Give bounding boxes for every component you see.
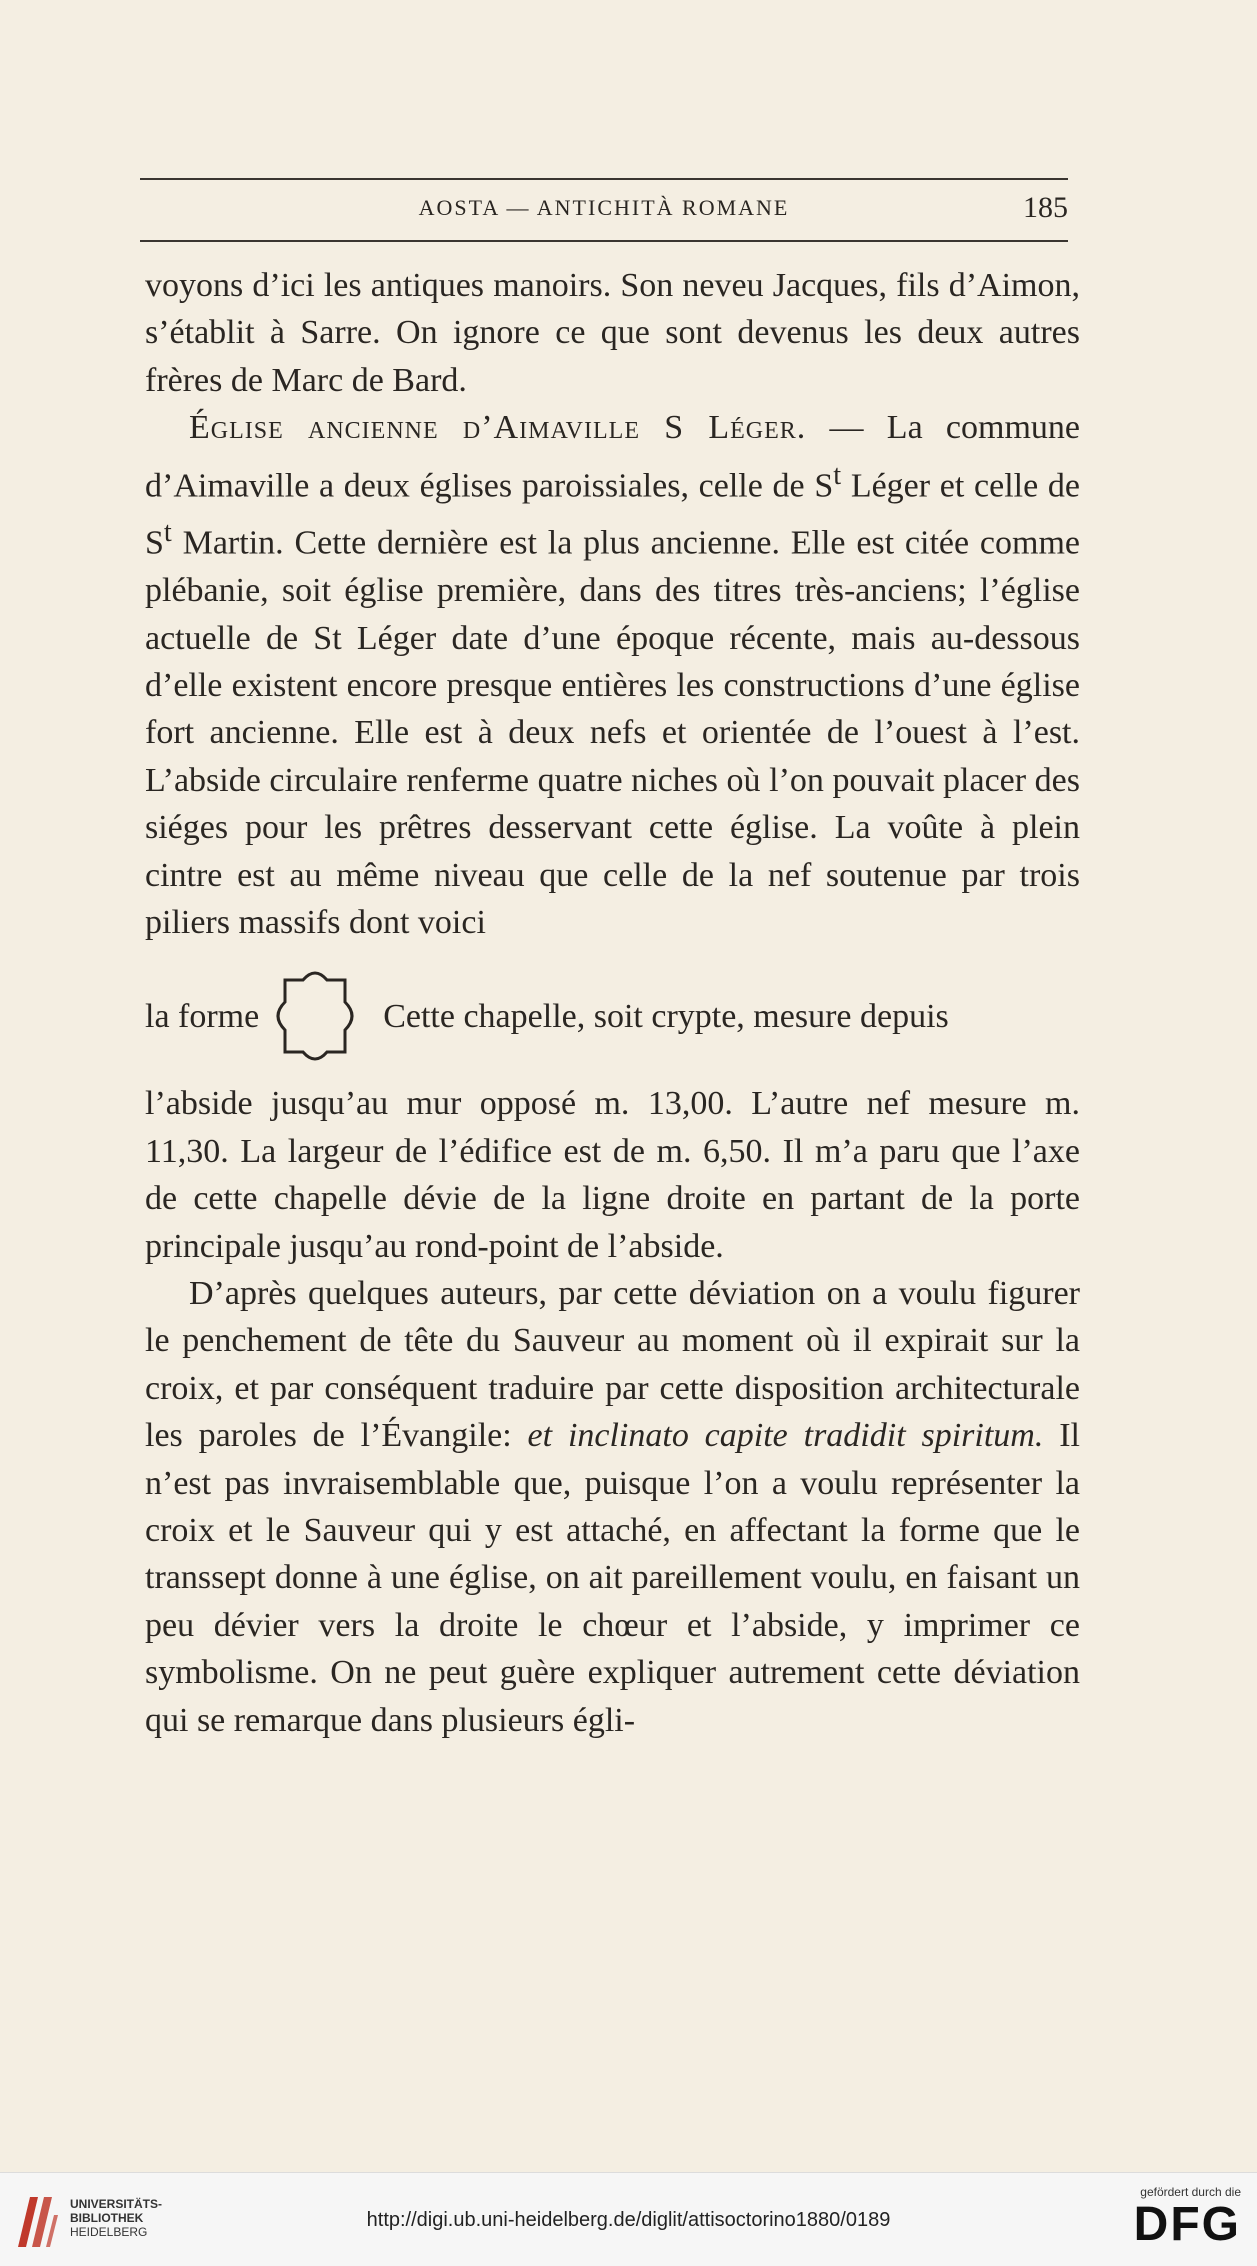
pillar-figure-line xyxy=(145,966,1080,1066)
section-heading: Église ancienne d’Aimaville S Léger. xyxy=(189,409,807,447)
figure-line-text: Cette chapelle, soit crypte, mesure depuis xyxy=(383,997,949,1035)
dfg-caption: gefördert durch die xyxy=(1140,2185,1241,2199)
figure-label: la forme xyxy=(145,997,260,1035)
header-rule-bottom xyxy=(140,240,1068,242)
page-number: 185 xyxy=(1023,191,1068,224)
paragraph-3: D’après quelques auteurs, par cette déviation on a voulu figurer le penchement de tête du Sauveur au moment où il expirait sur la croix, et par conséquent traduire par cette disposition architecturale les paroles de l’Évangile: et inclinato capite tradidit spiritum. Il n’est pas invraisemblable que, puisque l’on a voulu représenter la croix et le Sauveur qui y est attaché, en affectant la forme que le transsept donne à une église, on ait pareillement voulu, en faisant un peu dévier vers la droite le chœur et l’abside, y imprimer ce symbolisme. On ne peut guère expliquer autrement cette déviation qui se remarque dans plusieurs égli- xyxy=(145,1274,1080,1739)
pillar-shape-icon xyxy=(265,966,365,1066)
paragraph-2-continued: l’abside jusqu’au mur opposé m. 13,00. L’autre nef mesure m. 11,30. La largeur de l’édifice est de m. 6,50. Il m’a paru que l’axe de cette chapelle dévie de la ligne droite en partant de la porte principale jusqu’au rond-point de l’abside. xyxy=(145,1085,1080,1265)
viewer-footer xyxy=(0,2172,1257,2266)
running-header xyxy=(140,193,1068,229)
paragraph-1: voyons d’ici les antiques manoirs. Son neveu Jacques, fils d’Aimon, s’établit à Sarre. On ignore ce que sont devenus les deux autres frères de Marc de Bard. xyxy=(145,267,1080,399)
latin-quote: et inclinato capite tradidit spiritum. xyxy=(527,1417,1044,1455)
paragraph-2: Église ancienne d’Aimaville S Léger. — La commune d’Aimaville a deux églises paroissiales, celle de $S^t$ Léger et celle de $S^t$ Martin. Cette dernière est la plus ancienne. Elle est citée comme plébanie, soit église première, dans des titres très-anciens; l’église actuelle de St Léger date d’une époque récente, mais au-dessous d’elle existent encore presque entières les constructions d’une église fort ancienne. Elle est à deux nefs et orientée de l’ouest à l’est. L’abside circulaire renferme quatre niches où l’on pouvait placer des siéges pour les prêtres desservant cette église. La voûte à plein cintre est au même niveau que celle de la nef soutenue par trois piliers massifs dont voici xyxy=(145,409,1080,941)
library-name[interactable]: UNIVERSITÄTS- BIBLIOTHEK HEIDELBERG xyxy=(70,2197,163,2239)
permalink-url[interactable]: http://digi.ub.uni-heidelberg.de/diglit/attisoctorino1880/0189 xyxy=(366,2209,891,2231)
header-rule-top xyxy=(140,178,1068,180)
dfg-sponsor[interactable] xyxy=(1134,2185,1241,2251)
body-text xyxy=(145,262,1080,1744)
dfg-logo: DFG xyxy=(1133,2198,1241,2251)
running-title: AOSTA — ANTICHITÀ ROMANE xyxy=(418,195,790,220)
